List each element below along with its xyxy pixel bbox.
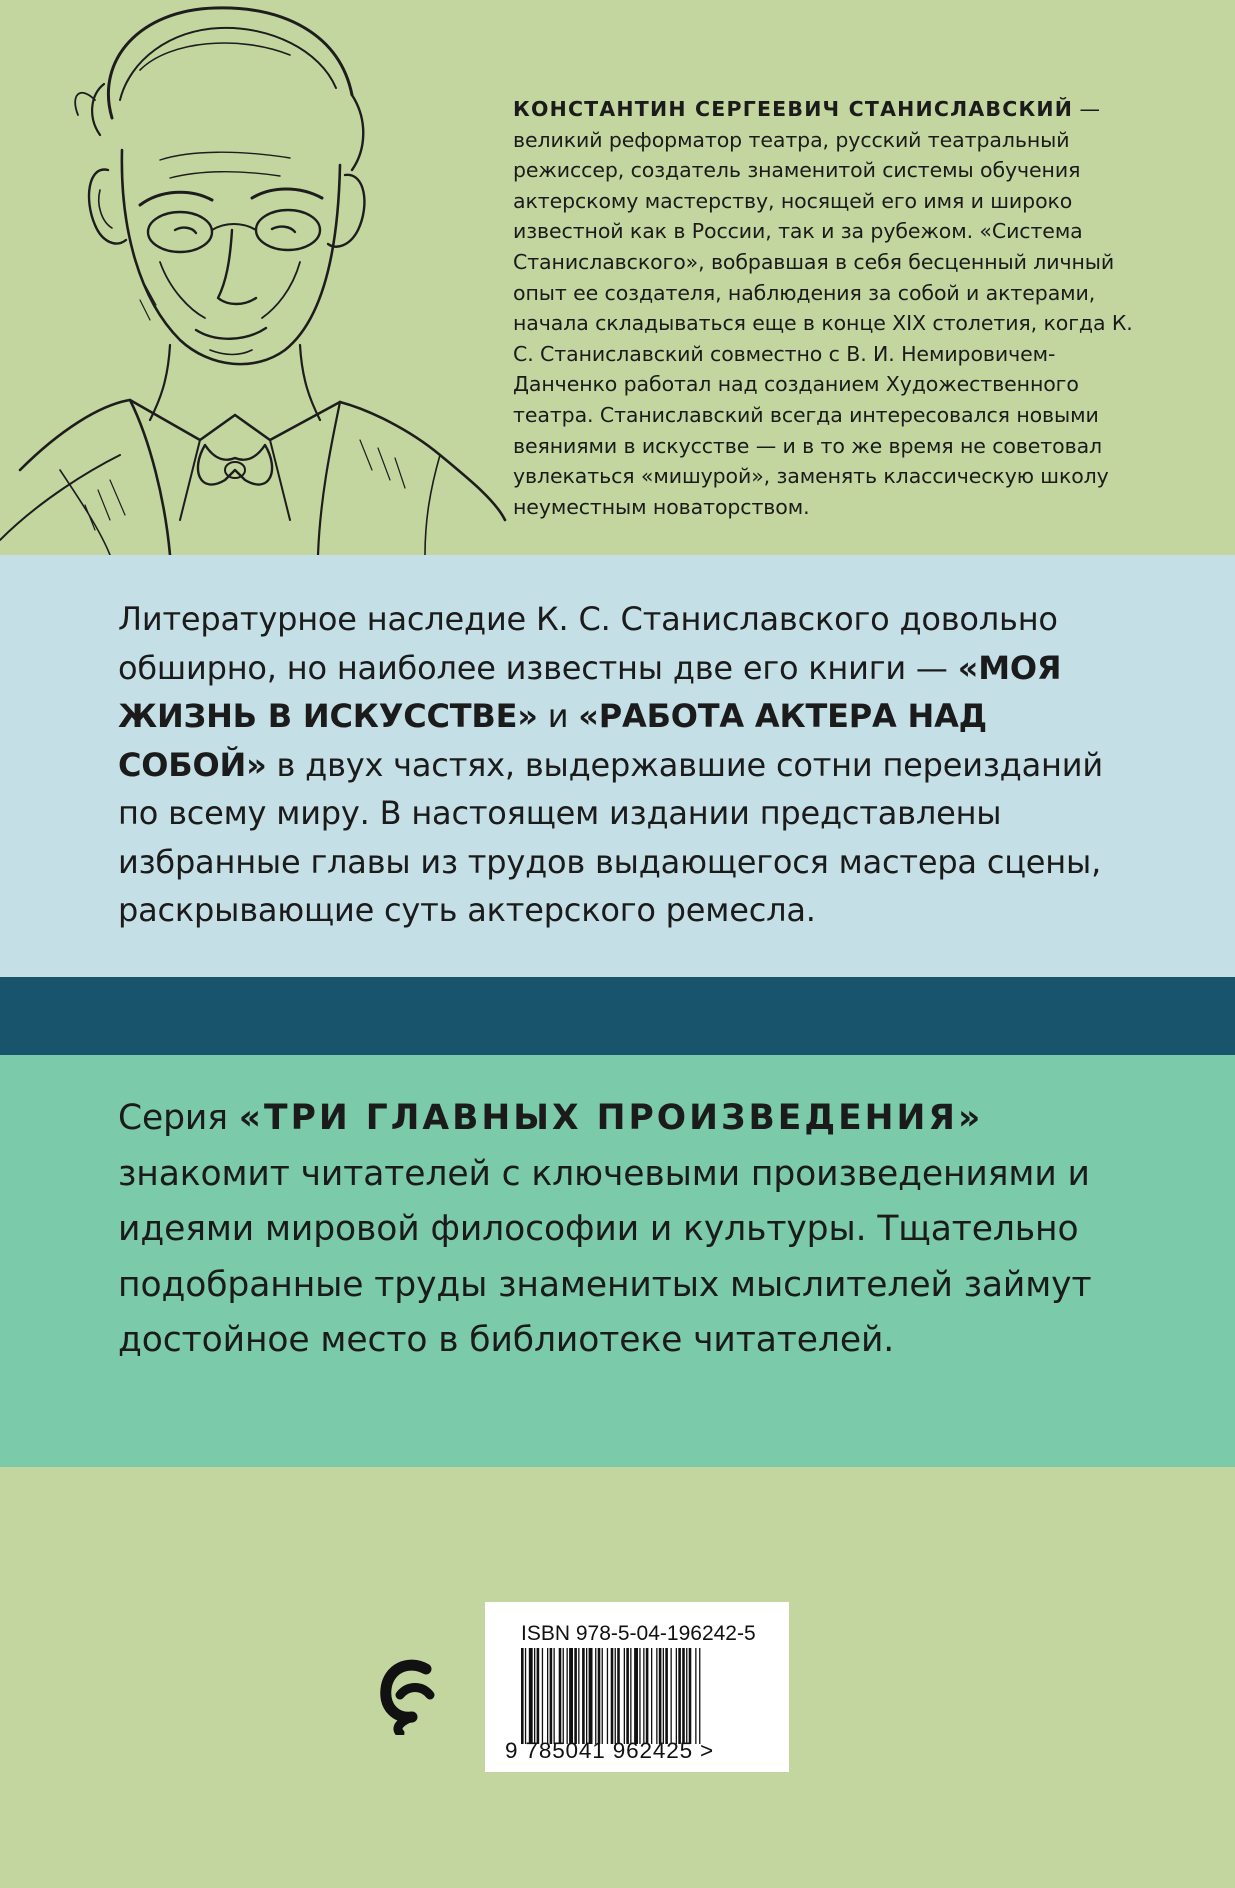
isbn-label: ISBN 978-5-04-196242-5: [521, 1622, 756, 1645]
book-title-1: «МОЯ ЖИЗНЬ В ИСКУССТВЕ»: [118, 648, 1062, 735]
divider-band: [0, 977, 1235, 1055]
series-prefix: Серия: [118, 1098, 239, 1138]
series-text: знакомит читателей с ключевыми произведениями и идеями мировой философии и культуры. Тщательно подобранные труды знаменитых мыслителей займут достойное место в библиотеке читателей.: [118, 1153, 1092, 1360]
book-title-2: «РАБОТА АКТЕРА НАД СОБОЙ»: [118, 697, 987, 784]
series-paragraph: [118, 1091, 1128, 1369]
series-section: [0, 1055, 1235, 1467]
author-bio: [513, 94, 1153, 522]
series-title: «ТРИ ГЛАВНЫХ ПРОИЗВЕДЕНИЯ»: [238, 1098, 984, 1138]
publisher-logo-icon: [378, 1655, 438, 1735]
heritage-paragraph: [118, 595, 1128, 935]
heritage-intro: Литературное наследие К. С. Станиславского довольно обширно, но наиболее известны две его книги —: [118, 600, 1058, 687]
author-bio-text: — великий реформатор театра, русский театральный режиссер, создатель знаменитой системы обучения актерскому мастерству, носящей его имя и широко известной как в России, так и за рубежом. «Система Станиславского», вобравшая в себя бесценный личный опыт ее создателя, наблюдения за собой и актерами, начала складываться еще в конце XIX столетия, когда К. С. Станиславский совместно с В. И. Немировичем-Данченко работал над созданием Художественного театра. Станиславский всегда интересовался новыми веяниями в искусстве — и в то же время не советовал увлекаться «мишурой», заменять классическую школу неуместным новаторством.: [513, 97, 1133, 519]
barcode-icon: [521, 1648, 771, 1744]
author-name: КОНСТАНТИН СЕРГЕЕВИЧ СТАНИСЛАВСКИЙ: [513, 97, 1074, 121]
barcode-panel: [485, 1602, 789, 1772]
heritage-rest: в двух частях, выдержавшие сотни переизданий по всему миру. В настоящем издании представлены избранные главы из трудов выдающегося мастера сцены, раскрывающие суть актерского ремесла.: [118, 745, 1103, 929]
barcode-digits: 9 785041 962425 >: [505, 1738, 715, 1763]
stanislavsky-portrait-illustration: [0, 0, 510, 555]
heritage-and: и: [537, 697, 579, 735]
heritage-section: [0, 555, 1235, 977]
